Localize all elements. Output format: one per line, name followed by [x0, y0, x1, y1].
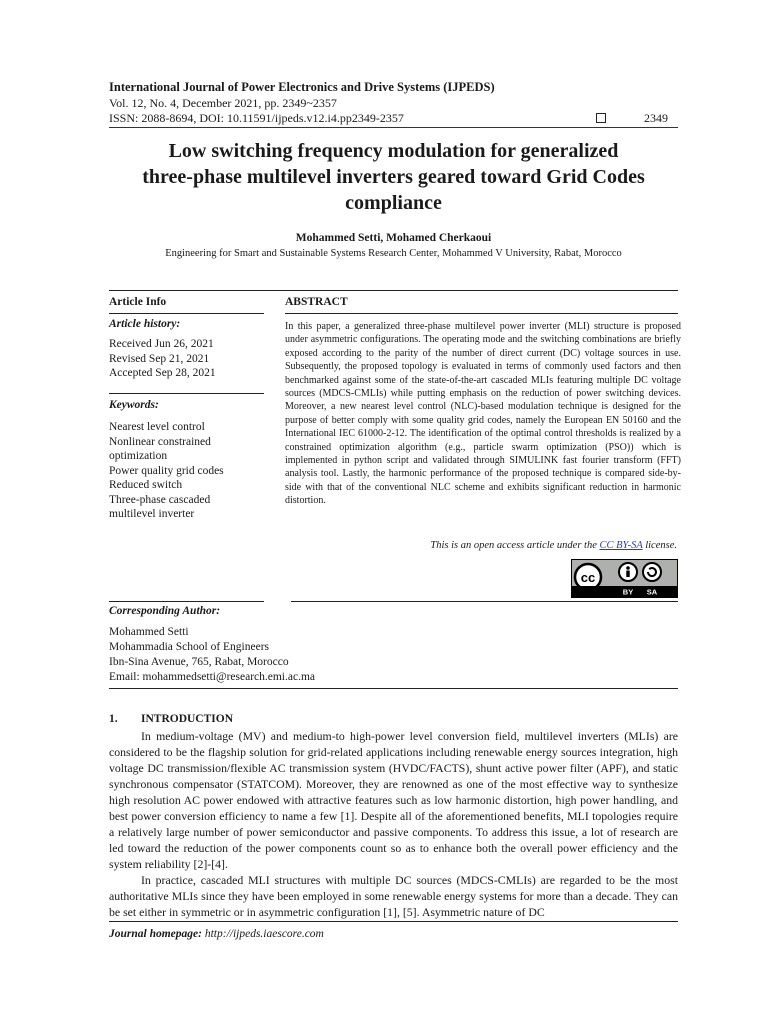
journal-homepage — [109, 928, 324, 940]
history-revised: Revised Sep 21, 2021 — [109, 352, 210, 365]
corresponding-heading: Corresponding Author: — [109, 605, 221, 617]
abstract-rule — [285, 313, 678, 314]
issn-doi: ISSN: 2088-8694, DOI: 10.11591/ijpeds.v12.i4.pp2349-2357 — [109, 111, 404, 125]
corr-right-rule — [291, 601, 678, 602]
intro-paragraph-1: In medium-voltage (MV) and medium-to high-power level conversion field, multilevel inverters (MLIs) are considered to be the flagship solution for grid-related applications including renewable energy sources integration, high voltage DC transmission/flexible AC transmission system (HVDC/FACTS), shunt active power filter (APF), and static synchronous compensator (STATCOM). Moreover, they are renowned as one of the most effective way to synthesize high resolution AC power endowed with attractive features such as low harmonic distortion, high power handling, and best power conversion efficiency to name a few [1]. Despite all of the aforementioned benefits, MLI topologies require a relatively large number of power semiconductor and passive components. To address this issue, a lot of research are led toward the reduction of the power components count so as to enhance both the overall power efficiency and the system reliability [2]-[4]. — [109, 729, 678, 871]
title-line-1: Low switching frequency modulation for generalized — [168, 140, 619, 162]
keyword-item: multilevel inverter — [109, 508, 195, 520]
corr-email: Email: mohammedsetti@research.emi.ac.ma — [109, 671, 316, 683]
history-received: Received Jun 26, 2021 — [109, 338, 214, 350]
intro-paragraph-2: In practice, cascaded MLI structures with multiple DC sources (MDCS-CMLIs) are regarded to be the most authoritative MLIs since they have been employed in some renewable energy systems for more than a decade. They can be set either in symmetric or in asymmetric configuration [1], [5]. Asymmetric nature of DC — [109, 873, 678, 919]
keyword-item: Power quality grid codes — [109, 464, 224, 477]
keyword-item: Three-phase cascaded — [109, 493, 211, 506]
corr-name: Mohammed Setti — [109, 626, 189, 638]
volume-info: Vol. 12, No. 4, December 2021, pp. 2349~2357 — [109, 96, 337, 110]
square-icon — [596, 113, 606, 123]
cc-by-sa-badge[interactable] — [571, 559, 678, 598]
open-access-note — [285, 540, 677, 551]
header-divider — [109, 127, 678, 128]
history-accepted: Accepted Sep 28, 2021 — [109, 367, 216, 379]
corr-left-rule — [109, 601, 264, 602]
keywords-list — [109, 420, 224, 522]
authors: Mohammed Setti, Mohamed Cherkaoui — [295, 232, 492, 244]
history-rule — [109, 393, 264, 394]
article-history-list — [109, 337, 216, 381]
article-history-heading: Article history: — [109, 318, 181, 330]
keyword-item: Reduced switch — [109, 479, 183, 491]
abstract-heading: ABSTRACT — [285, 296, 348, 308]
article-info-rule — [109, 313, 264, 314]
abstract-text: In this paper, a generalized three-phase multilevel power inverter (MLI) structure is proposed under asymmetric configurations. The operating mode and the switching combinations are briefly exposed according to the parity of the number of direct current (DC) voltage sources in use. Subsequently, the proposed topology is evaluated in terms of commonly used factors and then benchmarked against some of the state-of-the-art cascaded MLIs featuring multiple DC voltage sources (MDCS-CMLIs) while putting emphasis on the reduction of power switching devices. Moreover, a new nearest level control (NLC)-based modulation technique is designed for the purpose of better comply with some quality grid codes, namely the European EN 50160 and the International IEC 61000-2-12. The identification of the optimal control thresholds is realized by a constrained optimization algorithm (e.g., particle swarm optimization (PSO)) which is implemented in python script and validated through SIMULINK fast fourier transform (FFT) analysis tool. Lastly, the harmonic performance of the proposed technique is compared side-by-side with that of the conventional NLC scheme and exhibits significant reduction in harmonic distortion. — [285, 321, 681, 507]
homepage-label: Journal homepage: — [109, 928, 202, 940]
sa-label: SA — [646, 587, 658, 597]
keyword-item: optimization — [109, 450, 168, 462]
homepage-url[interactable]: http://ijpeds.iaescore.com — [204, 928, 324, 940]
intro-heading: INTRODUCTION — [141, 713, 234, 725]
top-rule — [109, 290, 678, 291]
cc-by-sa-link[interactable]: CC BY-SA — [599, 540, 643, 551]
title-line-3: compliance — [345, 192, 442, 214]
paper-title — [109, 138, 678, 216]
footer-rule — [109, 921, 678, 922]
cc-badge-graphic — [572, 560, 677, 597]
share-alike-icon — [643, 563, 661, 581]
open-access-prefix: This is an open access article under the — [430, 540, 600, 551]
keywords-heading: Keywords: — [109, 399, 159, 411]
corresponding-details — [109, 625, 315, 685]
open-access-suffix: license. — [642, 540, 677, 551]
title-line-2: three-phase multilevel inverters geared toward Grid Codes — [142, 166, 645, 188]
affiliation: Engineering for Smart and Sustainable Systems Research Center, Mohammed V University, Rabat, Morocco — [165, 248, 622, 259]
intro-number: 1. — [109, 713, 118, 725]
keyword-item: Nearest level control — [109, 421, 205, 433]
corr-bottom-rule — [109, 688, 678, 689]
article-info-heading: Article Info — [109, 296, 167, 308]
abstract-body — [285, 320, 681, 508]
page-number: 2349 — [644, 111, 668, 125]
keyword-item: Nonlinear constrained — [109, 435, 211, 448]
cc-text-icon: cc — [580, 570, 596, 585]
by-label: BY — [622, 587, 634, 597]
corr-institution: Mohammadia School of Engineers — [109, 641, 270, 653]
journal-name: International Journal of Power Electronics and Drive Systems (IJPEDS) — [109, 80, 495, 94]
corr-address: Ibn-Sina Avenue, 765, Rabat, Morocco — [109, 656, 289, 668]
intro-body — [109, 728, 678, 920]
